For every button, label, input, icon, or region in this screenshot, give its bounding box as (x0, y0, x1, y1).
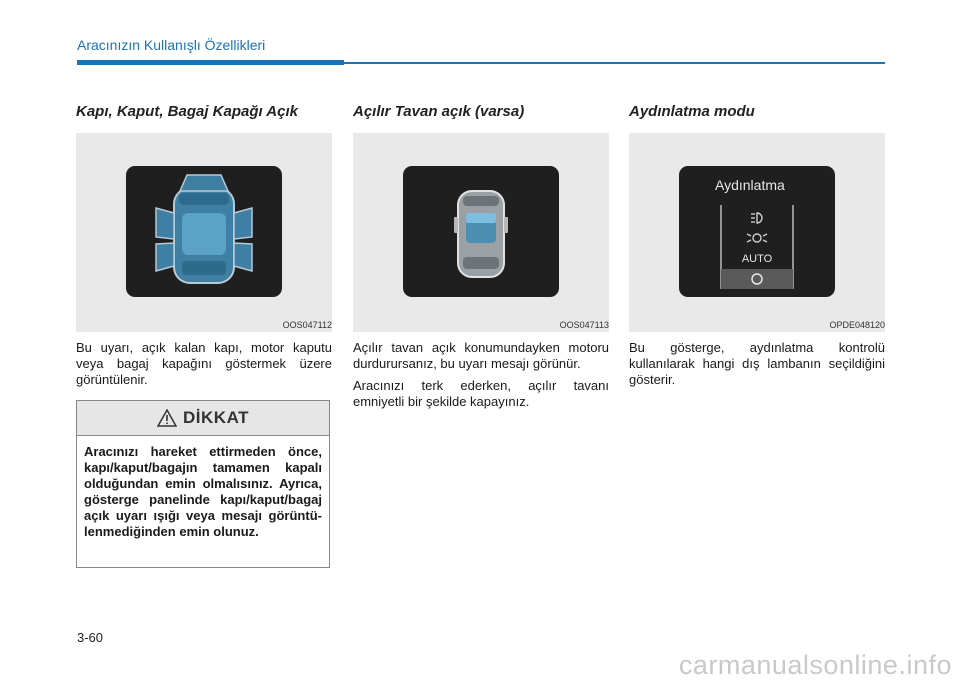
display-heading: Aydınlatma (715, 177, 785, 193)
caution-header (77, 401, 329, 436)
caution-text: Aracınızı hareket ettirmeden önce, kapı/kaput/bagajın tamamen kapalı olduğundan emin olmalısınız. Ayrıca, gösterge panelinde kapı/kaput/bagaj açık uyarı ışığı veya mesajı görüntülenmediğinden emin olunuz. (84, 444, 322, 539)
body-paragraph: Aracınızı terk ederken, açılır tavanı emniyetli bir şekilde kapayınız. (353, 378, 609, 409)
off-option-highlight (721, 269, 793, 289)
section-title: Açılır Tavan açık (varsa) (353, 103, 525, 120)
car-sunroof-icon (454, 191, 508, 277)
header-rule (344, 62, 885, 64)
body-paragraph: Bu gösterge, aydınlatma kontrolü kullanılarak hangi dış lambanın seçildiğini gösterir. (629, 340, 885, 387)
door-open-figure (76, 133, 332, 332)
section-sunroof (353, 103, 609, 409)
caution-box (76, 400, 330, 568)
section-body (76, 340, 332, 394)
warning-triangle-icon (157, 409, 177, 427)
header-rule-accent (77, 60, 344, 65)
page-number: 3-60 (77, 630, 104, 645)
car-top-view-icon (174, 188, 234, 283)
auto-option: AUTO (741, 253, 773, 265)
watermark: carmanualsonline.info (678, 650, 952, 680)
door-open-illustration (76, 133, 332, 332)
body-paragraph: Bu uyarı, açık kalan kapı, motor kaputu veya bagaj kapağını göstermek üzere görüntülenir. (76, 340, 332, 387)
section-title: Kapı, Kaput, Bagaj Kapağı Açık (76, 103, 298, 120)
section-door-hood-trunk (76, 103, 332, 387)
figure-code: OOS047112 (282, 320, 332, 330)
section-body (353, 340, 609, 416)
section-lighting-mode (629, 103, 885, 387)
lighting-mode-figure (629, 133, 885, 332)
sunroof-open-illustration (353, 133, 609, 332)
section-title: Aydınlatma modu (629, 103, 755, 120)
section-body (629, 340, 885, 394)
open-hood-icon (180, 175, 228, 191)
figure-code: OOS047113 (559, 320, 609, 330)
caution-title: DİKKAT (183, 408, 249, 427)
sunroof-open-figure (353, 133, 609, 332)
page-header-title: Aracınızın Kullanışlı Özellikleri (77, 37, 266, 53)
lighting-mode-illustration (629, 133, 885, 332)
body-paragraph: Açılır tavan açık konumundayken motoru durdurursanız, bu uyarı mesajı görünür. (353, 340, 609, 371)
figure-code: OPDE048120 (829, 320, 885, 330)
